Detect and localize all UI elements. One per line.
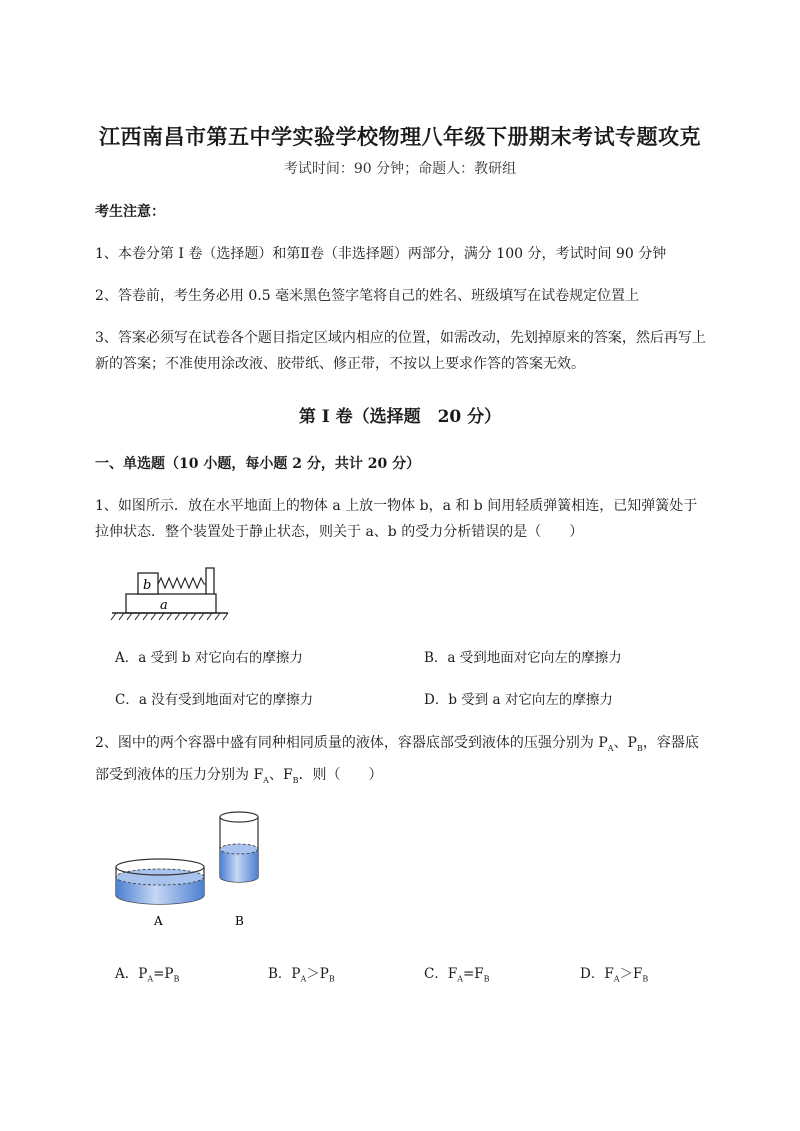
containers-figure (110, 805, 270, 930)
notice-item-2: 2、答卷前，考生务必用 0.5 毫米黑色签字笔将自己的姓名、班级填写在试卷规定位置上 (95, 288, 640, 304)
section-title: 第 I 卷（选择题 20 分） (298, 407, 502, 427)
question-2-option-b[interactable]: B．$P_A>P_B$ (268, 966, 335, 984)
spring-block-figure (110, 560, 230, 622)
question-2-stem: 2、图中的两个容器中盛有同种相同质量的液体，容器底部受到液体的压强分别为 $P_A$、$P_B$，容器底部受到液体的压力分别为 $F_A$、$F_B$．则（ ） (95, 735, 699, 785)
notice-item-3: 3、答案必须写在试卷各个题目指定区域内相应的位置，如需改动，先划掉原来的答案，然后再写上新的答案；不准使用涂改液、胶带纸、修正带，不按以上要求作答的答案无效。 (95, 330, 706, 372)
question-1-stem: 1、如图所示．放在水平地面上的物体 a 上放一物体 b，a 和 b 间用轻质弹簧相连，已知弹簧处于拉伸状态．整个装置处于静止状态，则关于 a、b 的受力分析错误的是（ ） (95, 498, 698, 540)
question-2-option-a[interactable]: A．$P_A=P_B$ (115, 966, 180, 984)
notice-item-1: 1、本卷分第 I 卷（选择题）和第Ⅱ卷（非选择题）两部分，满分 100 分，考试时间 90 分钟 (95, 246, 667, 262)
part-heading: 一、单选题（10 小题，每小题 2 分，共计 20 分） (95, 456, 421, 472)
notice-heading: 考生注意： (95, 204, 165, 220)
figure-label-b: b (143, 578, 152, 593)
question-1-option-d[interactable]: D．b 受到 a 对它向左的摩擦力 (424, 692, 613, 708)
question-2-option-d[interactable]: D．$F_A>F_B$ (580, 966, 649, 984)
figure-label-a: a (160, 598, 168, 613)
container-b-label: B (235, 914, 244, 928)
question-2-option-c[interactable]: C．$F_A=F_B$ (424, 966, 490, 984)
container-a-label: A (154, 914, 163, 928)
question-1-option-b[interactable]: B．a 受到地面对它向左的摩擦力 (424, 650, 622, 666)
question-1-option-c[interactable]: C．a 没有受到地面对它的摩擦力 (115, 692, 314, 708)
page-subtitle: 考试时间：90 分钟；命题人：教研组 (283, 161, 517, 177)
question-1-option-a[interactable]: A．a 受到 b 对它向右的摩擦力 (115, 650, 303, 666)
page-title: 江西南昌市第五中学实验学校物理八年级下册期末考试专题攻克 (99, 124, 701, 149)
